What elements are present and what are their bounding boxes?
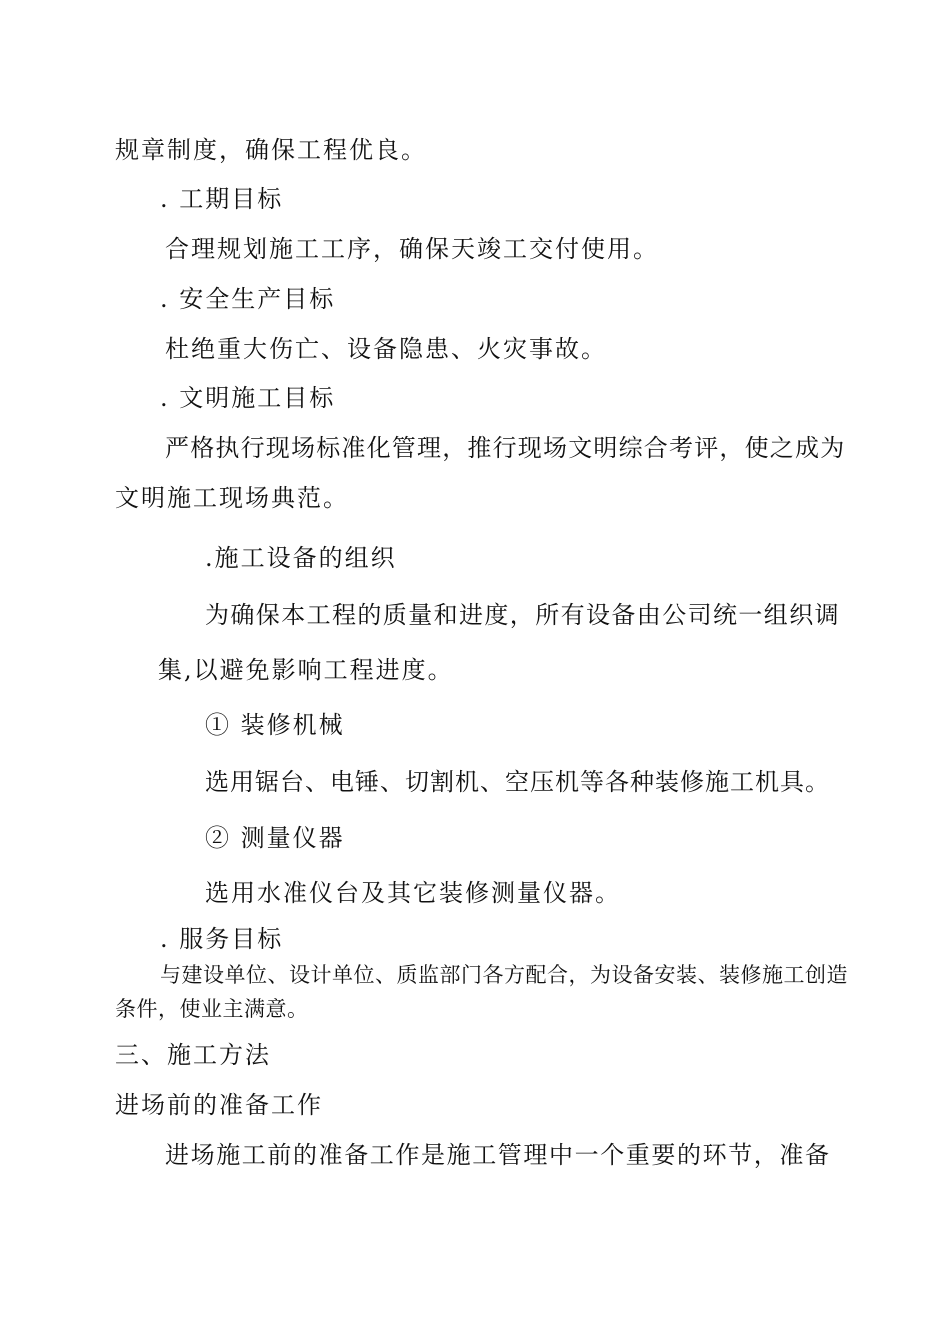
heading-equipment-organization: .施工设备的组织 — [205, 544, 397, 572]
section-heading-construction-method: 三、施工方法 — [115, 1041, 271, 1069]
line-service-text-2: 条件，使业主满意。 — [115, 997, 309, 1021]
subheading-preparation-work: 进场前的准备工作 — [115, 1091, 323, 1119]
line-preparation-text: 进场施工前的准备工作是施工管理中一个重要的环节，准备 — [165, 1141, 831, 1169]
heading-service-goal: . 服务目标 — [160, 925, 284, 953]
line-safety-text: 杜绝重大伤亡、设备隐患、火灾事故。 — [165, 335, 607, 363]
line-quality-end: 规章制度，确保工程优良。 — [115, 136, 427, 164]
heading-safety-goal: . 安全生产目标 — [160, 285, 336, 313]
line-civilized-text-1: 严格执行现场标准化管理，推行现场文明综合考评，使之成为 — [165, 434, 846, 462]
line-equipment-text-2: 集,以避免影响工程进度。 — [158, 656, 454, 684]
heading-decoration-machinery: ① 装修机械 — [205, 711, 345, 739]
line-equipment-text-1: 为确保本工程的质量和进度，所有设备由公司统一组织调 — [205, 601, 840, 629]
line-civilized-text-2: 文明施工现场典范。 — [115, 484, 349, 512]
line-instruments-text: 选用水准仪台及其它装修测量仪器。 — [205, 879, 621, 907]
line-service-text-1: 与建设单位、设计单位、质监部门各方配合，为设备安装、装修施工创造 — [160, 963, 848, 987]
heading-schedule-goal: . 工期目标 — [160, 185, 284, 213]
line-machinery-text: 选用锯台、电锤、切割机、空压机等各种装修施工机具。 — [205, 768, 830, 796]
heading-civilized-goal: . 文明施工目标 — [160, 384, 336, 412]
heading-measuring-instruments: ② 测量仪器 — [205, 824, 345, 852]
line-schedule-text: 合理规划施工工序，确保天竣工交付使用。 — [165, 235, 659, 263]
